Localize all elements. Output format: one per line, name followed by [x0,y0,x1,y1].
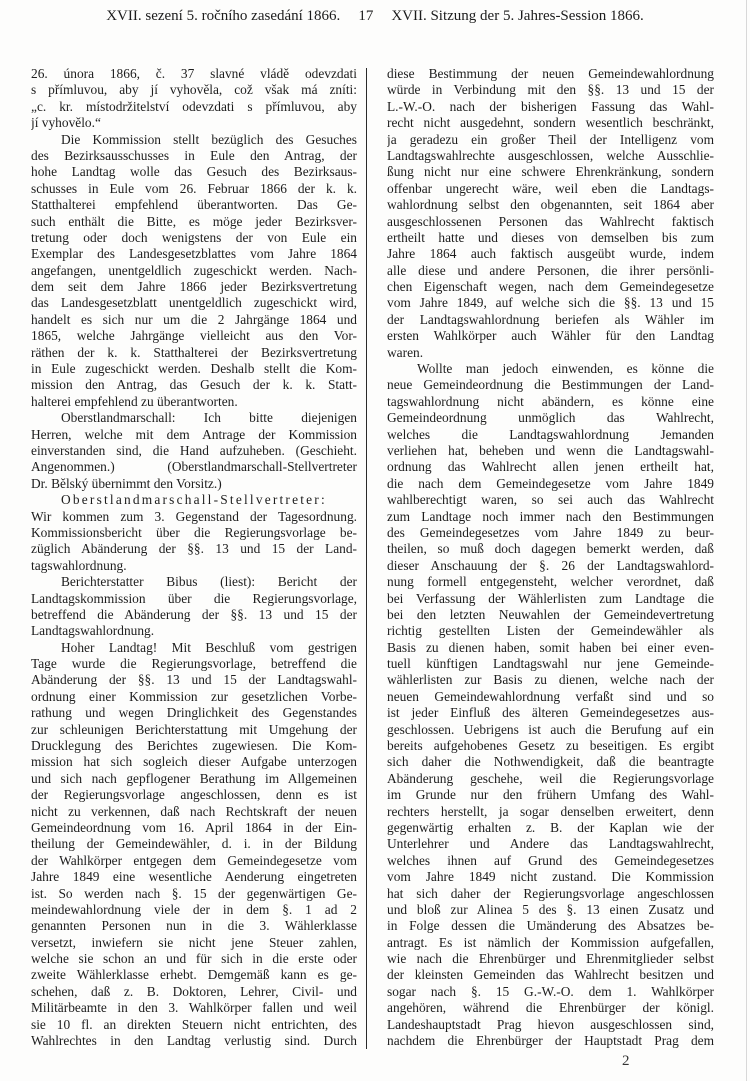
text-line: Abänderung geschehe, weil die Regierungsvorlage [387,770,714,786]
text-line: wahlordnung selbst den obgenannten, seit 1864 aber [387,197,714,213]
text-line: handelt es sich nur um die 2 Jahrgänge 1864 und [31,311,357,327]
text-line: ersten Wahlkörper auch Wähler für den Landtag [387,328,714,344]
text-line: Dr. Bělský übernimmt den Vorsitz.) [31,475,222,491]
text-line: Oberstlandmarschall-Stellvertreter: [61,492,327,508]
text-line: im Grunde nur den frühern Umfang des Wahl- [387,787,714,803]
text-line: Wollte man jedoch einwenden, es könne die [417,361,714,377]
text-line: halterei empfehlend zu überantworten. [31,393,238,409]
text-line: ertheilt hatte und dieses von demselben bis zum [387,229,714,245]
text-line: ordnung das Wahlrecht allen jenen ertheilt hat, [387,459,714,475]
text-line: welche sie schon an und für sich in die erste oder [31,951,357,967]
text-line: züglich Abänderung der §§. 13 und 15 der Land- [31,541,357,557]
text-line: ßung nicht nur eine schwere Ehrenkränkung, sondern [387,164,714,180]
text-line: verliehen hat, beheben und wenn die Landtagswahl- [387,442,714,458]
text-line: Landeshauptstadt Prag hievon ausgeschlossen sind, [387,1016,714,1032]
text-line: der Landtagswahlordnung beriefen als Wähler im [387,311,714,327]
text-line: vom Jahre 1849 nicht zustand. Die Kommission [387,869,714,885]
text-line: theilen, so muß doch dagegen bemerkt werden, daß [387,541,714,557]
text-line: wahlberechtigt waren, so sei auch das Wahlrecht [387,492,714,508]
text-line: Angenommen.) (Oberstlandmarschall-Stellvertreter [31,459,357,475]
text-line: vom Jahre 1849, auf welche sich die §§. 13 und 15 [387,295,714,311]
text-line: sie 10 fl. an direkten Steuern nicht entrichten, des [31,1016,357,1032]
text-line: in Folge dessen die Umänderung des Absatzes be- [387,918,714,934]
text-line: Drucklegung des Berichtes zugewiesen. Die Kom- [31,738,357,754]
text-line: rathung und wegen Dringlichkeit des Gegenstandes [31,705,357,721]
text-line: meindewahlordnung viele der in dem §. 1 ad 2 [31,901,357,917]
text-line: versetzt, inwiefern sie nicht jene Steuer zahlen, [31,934,357,950]
text-line: Kommissionsbericht über die Regierungsvorlage be- [31,524,357,540]
text-line: s přímluvou, aby jí vyhověla, což však má zníti: [31,82,357,98]
text-line: bei den letzten Neuwahlen der Gemeindevertretung [387,606,714,622]
header-german-title: XVII. Sitzung der 5. Jahres-Session 1866. [391,8,644,24]
text-line: nung formell entgegensteht, welcher verordnet, daß [387,574,714,590]
page-number: 17 [358,8,374,24]
left-text-column [31,66,357,1049]
text-line: antragt. Es ist nämlich der Kommission aufgefallen, [387,934,714,950]
text-columns [0,66,750,1049]
text-line: angefangen, unentgeldlich zugeschickt werden. Nach- [31,262,357,278]
text-line: alle diese und andere Personen, die ihrer persönli- [387,262,714,278]
text-line: sogar nach §. 15 G.-W.-O. dem 1. Wahlkörper [387,983,714,999]
text-line: zur schleunigen Berichterstattung mit Umgehung der [31,721,357,737]
text-line: Jahre 1864 auch faktisch ausgeübt wurde, indem [387,246,714,262]
text-line: angehören, während die Ehrenbürger der königl. [387,1000,714,1016]
text-line: 26. února 1866, č. 37 slavné vládě odevzdati [31,66,357,81]
text-line: nicht zu verkennen, daß nach Rechtskraft der neuen [31,803,357,819]
text-line: hohe Landtag wolle das Gesuch des Bezirksaus- [31,164,357,180]
text-line: schehen, daß z. B. Doktoren, Lehrer, Civil- und [31,983,357,999]
text-line: der Wahlkörper entgegen dem Gemeindegesetze vom [31,852,357,868]
text-line: nachdem die Ehrenbürger der Hauptstadt Prag dem [387,1033,714,1049]
text-line: Wahlrechtes in den Landtag verlustig sind. Durch [31,1033,357,1049]
text-line: Militärbeamte in den 3. Wahlkörper fallen und weil [31,1000,357,1016]
text-line: tagswahlordnung nicht abändern, es könne eine [387,393,714,409]
text-line: und sich nach gepflogener Berathung im Allgemeinen [31,770,357,786]
text-line: tagswahlordnung. [31,557,127,573]
text-line: ausgeschlossenen Personen das Wahlrecht faktisch [387,213,714,229]
header-czech-title: XVII. sezení 5. ročního zasedání 1866. [106,8,341,24]
text-line: jí vyhovělo.“ [31,115,101,131]
text-line: rechters herstellt, ja sogar denselben erweitert, denn [387,803,714,819]
text-line: das Landesgesetzblatt unentgeldlich zugeschickt wird, [31,295,357,311]
text-line: Abänderung der §§. 13 und 15 der Landtagswahl- [31,672,357,688]
text-line: Statthalterei empfehlend überantworten. Das Ge- [31,197,357,213]
text-line: Unterlehrer und Andere das Landtagswahlrecht, [387,836,714,852]
text-line: mission den Antrag, das Gesuch der k. k. Statt- [31,377,357,393]
text-line: richtig gestellten Listen der Gemeindewähler als [387,623,714,639]
text-line: Gemeindeordnung vom 16. April 1864 in der Ein- [31,819,357,835]
text-line: Landtagswahlordnung. [31,623,155,639]
text-line: gegenwärtig erhalten z. B. der Kaplan wie der [387,819,714,835]
text-line: und bloß zur Alinea 5 des §. 13 einen Zusatz und [387,901,714,917]
text-line: ist jeder Einfluß des älteren Gemeindegesetzes aus- [387,705,714,721]
text-line: L.-W.-O. nach der bisherigen Fassung das Wahl- [387,98,714,114]
text-line: wählerlisten zur Basis zu dienen, welche nach der [387,672,714,688]
text-line: hat sich daher der Regierungsvorlage angeschlossen [387,885,714,901]
text-line: tretung oder doch wenigstens der von Eule ein [31,229,357,245]
text-line: geschlossen. Uebrigens ist auch die Berufung auf ein [387,721,714,737]
text-line: Wir kommen zum 3. Gegenstand der Tagesordnung. [31,508,357,524]
text-line: in Eule zugeschickt werden. Deshalb stellt die Kom- [31,361,357,377]
text-line: neuen Gemeindewahlordnung verfaßt sind und so [387,688,714,704]
text-line: Berichterstatter Bibus (liest): Bericht der [61,574,357,590]
text-line: die nach dem Gemeindegesetze vom Jahre 1849 [387,475,714,491]
text-line: chen Eigenschaft wegen, nach dem Gemeindegesetze [387,279,714,295]
text-line: Tage wurde die Regierungsvorlage, betreffend die [31,656,357,672]
text-line: Oberstlandmarschall: Ich bitte diejenigen [61,410,357,426]
text-line: Basis zu dienen haben, somit haben bei einer even- [387,639,714,655]
text-line: welches die Landtagswahlordnung Jemanden [387,426,714,442]
text-line: bereits aufgehobenes Gesetz zu beseitigen. Es ergibt [387,738,714,754]
column-divider [366,68,367,1049]
text-line: der Regierungsvorlage angeschlossen, denn es ist [31,787,357,803]
text-line: Herren, welche mit dem Antrage der Kommission [31,426,357,442]
text-line: schusses in Eule vom 26. Februar 1866 der k. k. [31,180,357,196]
signature-mark: 2 [622,1053,630,1070]
text-line: des Bezirksausschusses in Eule den Antrag, der [31,147,357,163]
text-line: ordnung einer Kommission zur gesetzlichen Vorbe- [31,688,357,704]
text-line: theilung der Gemeindewähler, d. i. in der Bildung [31,836,357,852]
text-line: Jahre 1849 eine wesentliche Aenderung eingetreten [31,869,357,885]
text-line: der kleinsten Gemeinden das Wahlrecht besitzen und [387,967,714,983]
text-line: waren. [387,344,424,360]
text-line: welches ihnen auf Grund des Gemeindegesetzes [387,852,714,868]
text-line: Die Kommission stellt bezüglich des Gesuches [61,131,357,147]
text-line: wie nach die Ehrenbürger und Ehrenmitglieder selbst [387,951,714,967]
text-line: genannten Personen nun in die 3. Wählerklasse [31,918,357,934]
text-line: bei Verfassung der Wählerlisten zum Landtage die [387,590,714,606]
text-line: einverstanden sind, die Hand aufzuheben. (Geschieht. [31,442,357,458]
text-line: würde in Verbindung mit den §§. 13 und 15 der [387,82,714,98]
text-line: neue Gemeindeordnung die Bestimmungen der Land- [387,377,714,393]
text-line: räthen der k. k. Statthalterei der Bezirksvertretung [31,344,357,360]
text-line: Gemeindeordnung unmöglich das Wahlrecht, [387,410,714,426]
text-line: dieser Anschauung der §. 26 der Landtagswahlord- [387,557,714,573]
text-line: ja geradezu ein großer Theil der Intelligenz vom [387,131,714,147]
text-line: offenbar ungerecht wäre, weil eben die Landtags- [387,180,714,196]
text-line: recht nicht ausgedehnt, sondern wesentlich beschränkt, [387,115,714,131]
right-text-column [387,66,714,1049]
text-line: Hoher Landtag! Mit Beschluß vom gestrigen [61,639,357,655]
signature-row [0,1053,750,1077]
text-line: mission hat sich sogleich dieser Aufgabe unterzogen [31,754,357,770]
text-line: ist. So werden nach §. 15 der gegenwärtigen Ge- [31,885,357,901]
text-line: such enthält die Bitte, es möge jeder Bezirksver- [31,213,357,229]
text-line: 1865, welche Jahrgänge vielleicht aus den Vor- [31,328,357,344]
text-line: Landtagskommission über die Regierungsvorlage, [31,590,357,606]
text-line: Landtagswahlrechte ausgeschlossen, welche Ausschlie- [387,147,714,163]
text-line: „c. kr. místodržitelství odevzdati s přímluvou, aby [31,98,357,114]
running-header [30,8,720,30]
text-line: diese Bestimmung der neuen Gemeindewahlordnung [387,66,714,81]
text-line: Exemplar des Landesgesetzblattes vom Jahre 1864 [31,246,357,262]
text-line: sich daher die Nothwendigkeit, daß die beantragte [387,754,714,770]
text-line: des Gemeindegesetzes vom Jahre 1849 zu beur- [387,524,714,540]
text-line: tuell künftigen Landtagswahl nur jene Gemeinde- [387,656,714,672]
text-line: zum Landtage noch immer nach den Bestimmungen [387,508,714,524]
text-line: zweite Wählerklasse erhebt. Demgemäß kann es ge- [31,967,357,983]
text-line: dem seit dem Jahre 1866 jeder Bezirksvertretung [31,279,357,295]
text-line: betreffend die Abänderung der §§. 13 und 15 der [31,606,357,622]
